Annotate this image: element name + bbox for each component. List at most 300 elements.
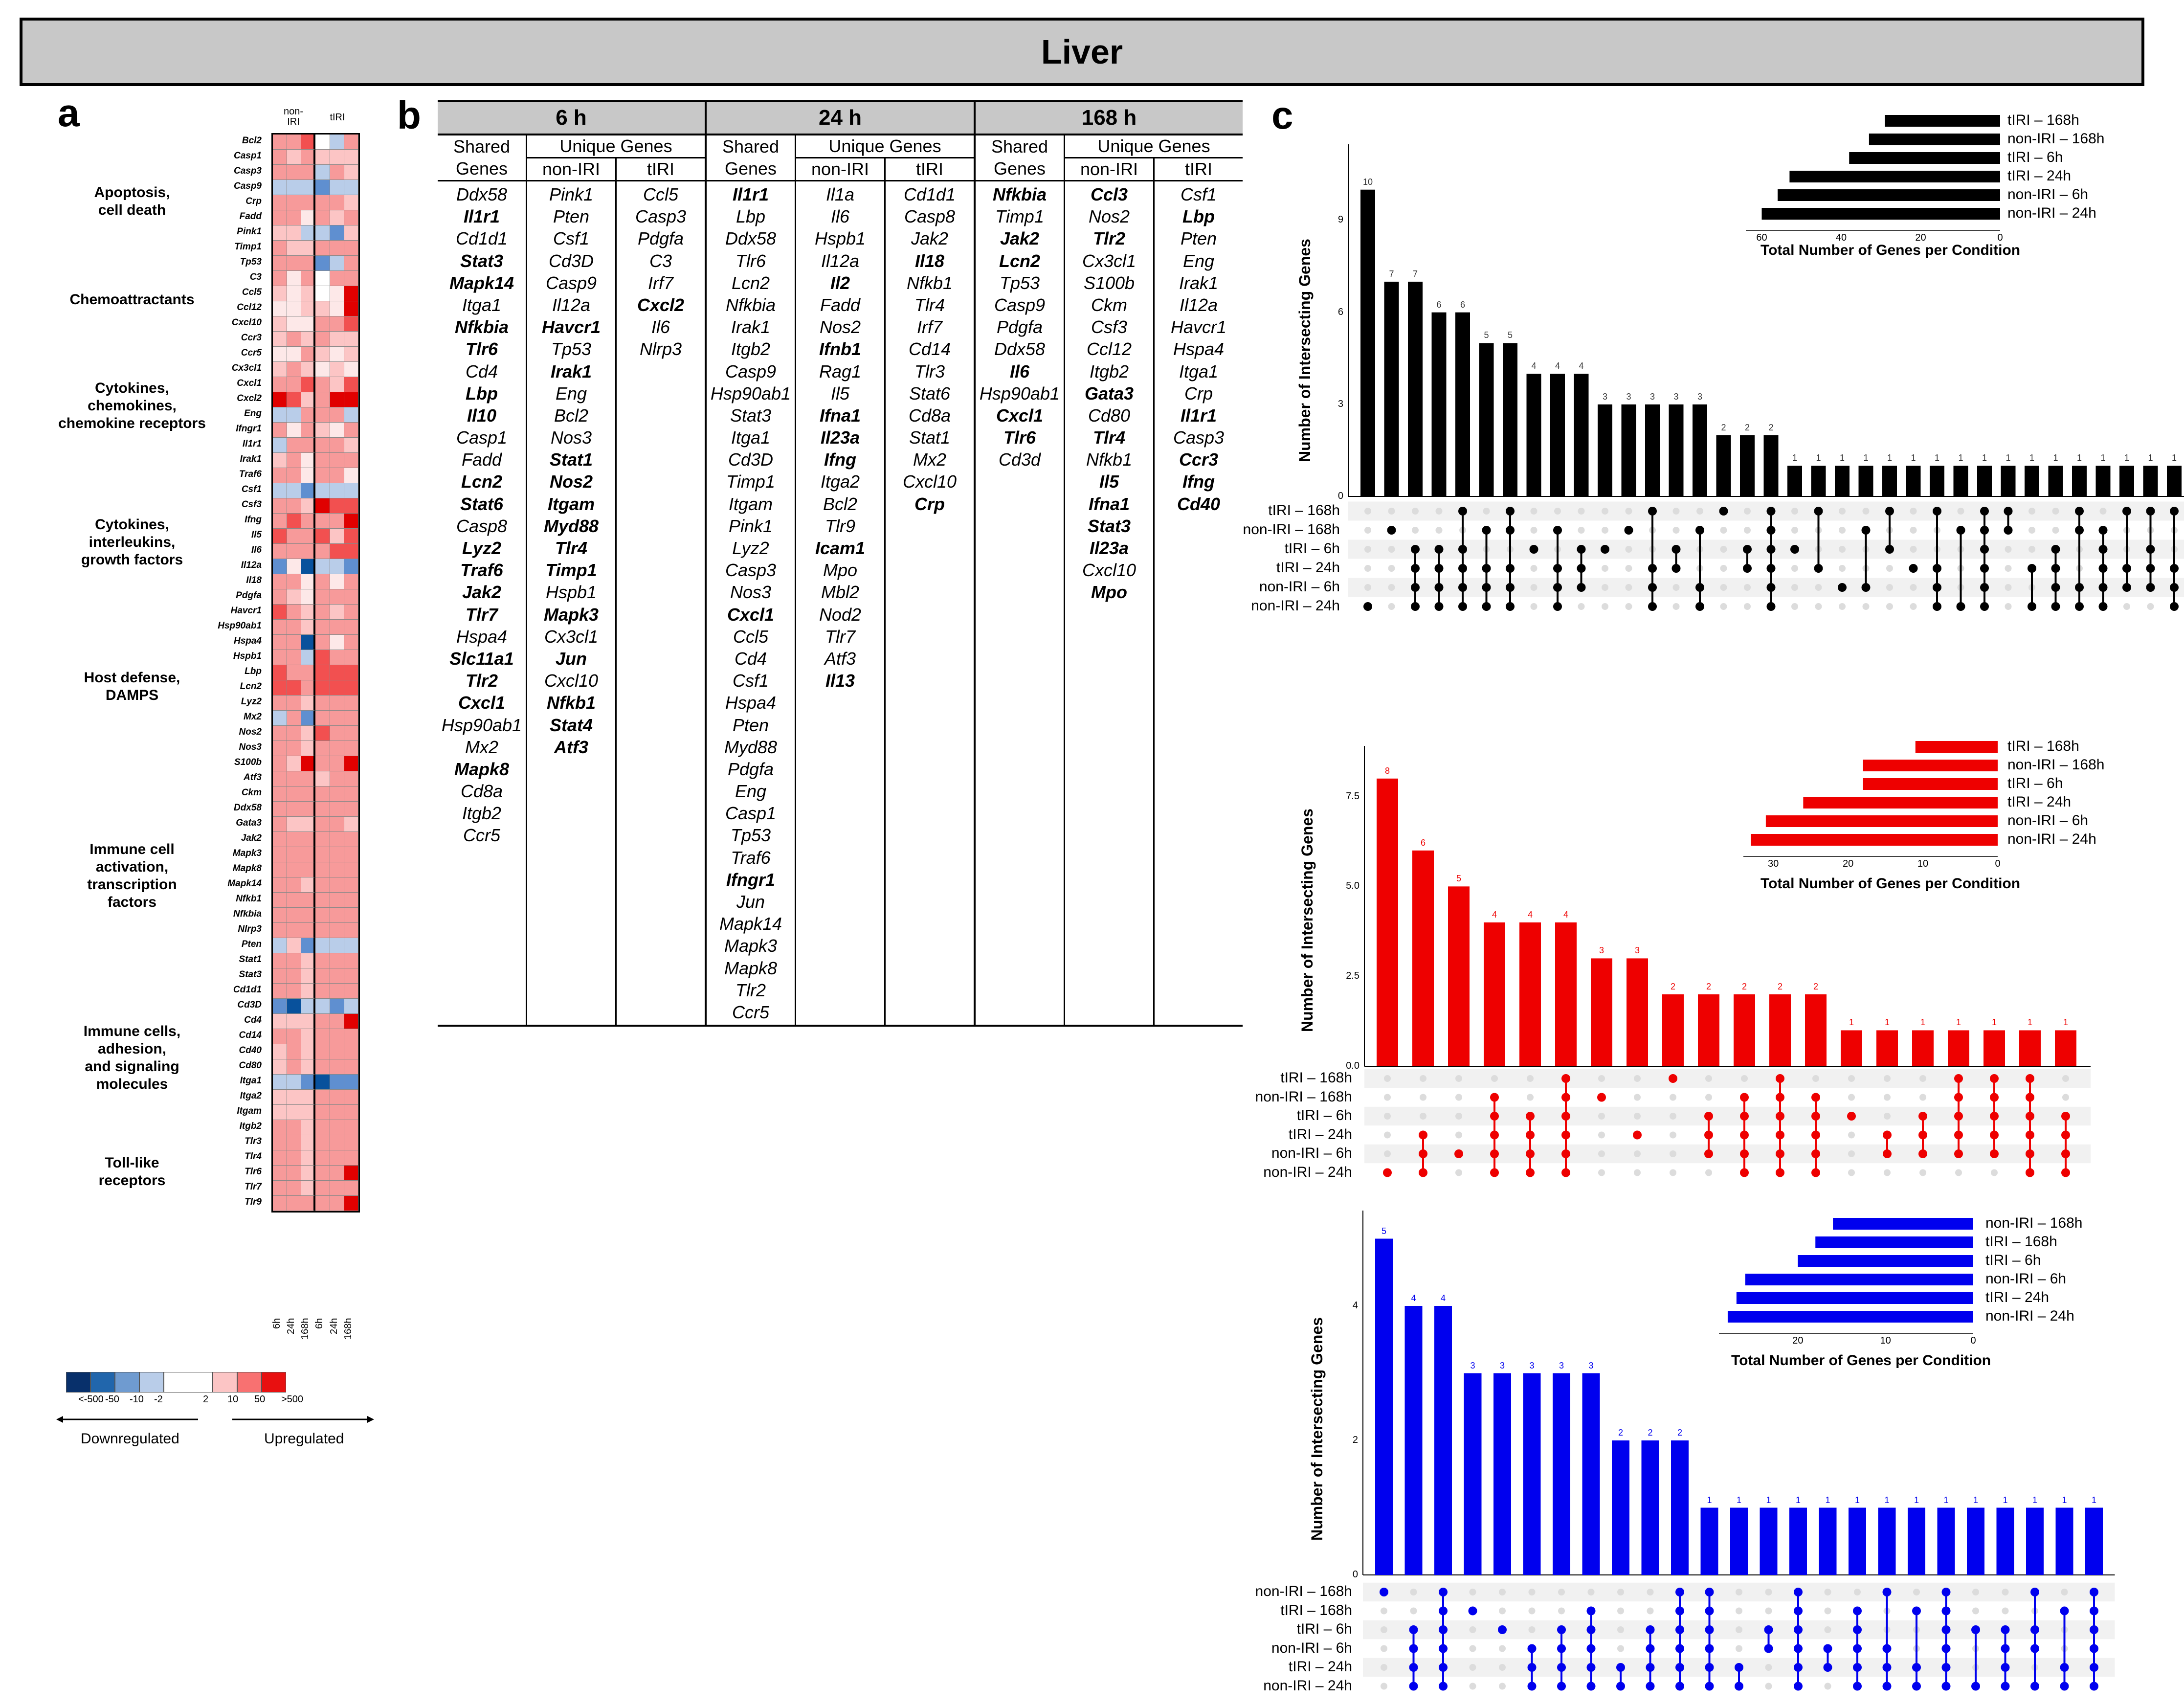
heatmap-cell xyxy=(330,1105,344,1120)
heatmap-cell xyxy=(344,529,358,544)
heatmap-cell xyxy=(330,468,344,483)
gene-name: Eng xyxy=(735,781,767,802)
heatmap-cell xyxy=(344,696,358,711)
matrix-dot xyxy=(1913,1589,1920,1595)
legend-tick-label: 50 xyxy=(254,1394,266,1405)
bar-count-label: 8 xyxy=(1384,765,1390,776)
bar-count-label: 1 xyxy=(1795,1495,1801,1505)
heatmap-row xyxy=(273,771,358,786)
unique-header: Unique Genes xyxy=(1065,135,1243,158)
bar-count-label: 1 xyxy=(1884,1017,1890,1028)
heatmap-cell xyxy=(287,650,301,665)
matrix-dot xyxy=(1626,565,1632,572)
set-size-tick: 0 xyxy=(1995,858,2001,869)
intersection-bar xyxy=(1698,994,1719,1066)
intersection-bar xyxy=(1841,1030,1862,1066)
heatmap-cell xyxy=(301,165,315,180)
heatmap-cell xyxy=(330,483,344,498)
heatmap-cell xyxy=(273,1090,287,1105)
matrix-dot xyxy=(1531,565,1538,572)
heatmap-cell xyxy=(344,438,358,453)
intersection-bar xyxy=(1997,1508,2014,1575)
intersection-bar xyxy=(1582,1373,1600,1575)
panel-label-b: b xyxy=(397,93,421,137)
gene-name: Tlr4 xyxy=(914,294,945,315)
gene-name: Casp3 xyxy=(635,206,687,227)
heatmap-cell xyxy=(273,407,287,423)
heatmap-cell xyxy=(273,968,287,984)
heatmap-row xyxy=(273,817,358,832)
non-iri-header: non-IRI xyxy=(527,158,616,181)
heatmap-cell xyxy=(287,1120,301,1135)
gene-name: Itgb2 xyxy=(1089,361,1129,382)
heatmap-cell xyxy=(330,756,344,771)
matrix-dot xyxy=(1791,565,1798,572)
heatmap-cell xyxy=(287,786,301,802)
heatmap-cell xyxy=(344,483,358,498)
intersection-bar xyxy=(1760,1508,1778,1575)
heatmap-cell xyxy=(287,241,301,256)
gene-name: Casp9 xyxy=(545,272,597,293)
heatmap-cell xyxy=(330,1044,344,1059)
heatmap-cell xyxy=(301,498,315,514)
matrix-dot xyxy=(1765,1664,1772,1671)
set-size-tick: 20 xyxy=(1915,232,1926,243)
gene-name: Fadd xyxy=(820,294,861,315)
heatmap-row xyxy=(273,468,358,483)
matrix-dot xyxy=(1765,1683,1772,1690)
heatmap-cell xyxy=(287,1059,301,1075)
gene-label: Stat1 xyxy=(239,954,262,965)
gene-name: Casp3 xyxy=(1173,427,1225,448)
gene-name: Nfkb1 xyxy=(906,272,953,293)
gene-name: Ccr5 xyxy=(732,1002,769,1022)
heatmap-cell xyxy=(344,559,358,574)
heatmap-row xyxy=(273,893,358,908)
heatmap-cell xyxy=(301,1105,315,1120)
heatmap-cell xyxy=(330,544,344,559)
heatmap-cell xyxy=(315,468,330,483)
bar-count-label: 2 xyxy=(1706,981,1711,991)
heatmap-cell xyxy=(344,1181,358,1196)
bar-count-label: 5 xyxy=(1484,330,1489,340)
bar-count-label: 2 xyxy=(1741,981,1747,991)
gene-label: Pink1 xyxy=(237,226,262,237)
heatmap-cell xyxy=(344,756,358,771)
heatmap-cell xyxy=(315,347,330,362)
heatmap-row xyxy=(273,347,358,362)
heatmap-cell xyxy=(330,453,344,468)
heatmap-cell xyxy=(273,1166,287,1181)
legend-swatch xyxy=(262,1372,286,1393)
matrix-dot xyxy=(1670,1169,1676,1176)
heatmap-cell xyxy=(344,1044,358,1059)
heatmap-cell xyxy=(344,650,358,665)
matrix-dot xyxy=(1696,508,1703,515)
gene-name: Cd3d xyxy=(998,449,1041,470)
heatmap-row xyxy=(273,453,358,468)
heatmap-cell xyxy=(344,1014,358,1029)
heatmap-cell xyxy=(315,271,330,286)
heatmap-cell xyxy=(315,423,330,438)
set-size-bar xyxy=(1728,1311,1973,1323)
heatmap-cell xyxy=(330,286,344,301)
heatmap-cell xyxy=(315,559,330,574)
set-size-label: tIRI – 24h xyxy=(2007,168,2072,184)
heatmap-cell xyxy=(344,877,358,893)
intersection-bar xyxy=(1598,404,1612,496)
intersection-bar xyxy=(1876,1030,1898,1066)
bar-count-label: 1 xyxy=(1956,1017,1961,1028)
heatmap-cell xyxy=(330,271,344,286)
heatmap-cell xyxy=(287,225,301,241)
gene-name: Nos3 xyxy=(730,582,772,603)
heatmap-cell xyxy=(315,1075,330,1090)
matrix-dot xyxy=(1617,1608,1624,1615)
legend-tick-label: -50 xyxy=(105,1394,119,1405)
category-label: Immune cell activation, transcription factors xyxy=(87,841,177,910)
bar-count-label: 1 xyxy=(1707,1495,1712,1505)
heatmap-cell xyxy=(315,1196,330,1211)
gene-name: Tlr2 xyxy=(735,980,766,1000)
gene-label: Ifng xyxy=(245,515,262,525)
legend-swatch xyxy=(139,1372,164,1393)
figure-title-banner xyxy=(20,18,2144,86)
bar-count-label: 2 xyxy=(1618,1428,1623,1437)
heatmap-row xyxy=(273,256,358,271)
matrix-dot xyxy=(1815,584,1822,591)
gene-name: Cxcl10 xyxy=(544,671,599,691)
heatmap-cell xyxy=(330,1166,344,1181)
bar-count-label: 6 xyxy=(1460,299,1465,310)
heatmap-cell xyxy=(344,347,358,362)
time-header: 168 h xyxy=(975,101,1243,135)
heatmap-cell xyxy=(287,392,301,407)
heatmap-cell xyxy=(315,680,330,696)
heatmap-cell xyxy=(330,847,344,862)
matrix-dot xyxy=(1825,1626,1831,1633)
gene-label: Itgb2 xyxy=(239,1121,262,1131)
gene-name: Ifna1 xyxy=(1088,494,1130,514)
heatmap-cell xyxy=(330,1059,344,1075)
heatmap-row xyxy=(273,1090,358,1105)
heatmap-cell xyxy=(301,256,315,271)
gene-label: Gata3 xyxy=(236,818,262,828)
gene-name: Cxcl10 xyxy=(1082,560,1137,581)
matrix-dot xyxy=(1381,1626,1387,1633)
matrix-dot xyxy=(1364,508,1371,515)
heatmap-cell xyxy=(344,1120,358,1135)
gene-name: Jun xyxy=(555,648,587,669)
matrix-dot xyxy=(1529,1608,1536,1615)
matrix-dot xyxy=(1736,1645,1742,1652)
heatmap-cell xyxy=(344,1059,358,1075)
intersection-bar xyxy=(1662,994,1684,1066)
heatmap-cell xyxy=(315,210,330,225)
set-size-bar xyxy=(1778,189,2000,201)
heatmap-cell xyxy=(315,407,330,423)
heatmap-cell xyxy=(287,286,301,301)
heatmap-cell xyxy=(344,771,358,786)
heatmap-cell xyxy=(301,483,315,498)
heatmap-cell xyxy=(330,802,344,817)
matrix-dot xyxy=(1958,508,1964,515)
matrix-dot xyxy=(1812,1075,1819,1082)
bar-count-label: 2 xyxy=(1721,422,1726,432)
heatmap-cell xyxy=(315,256,330,271)
matrix-dot xyxy=(1673,603,1680,610)
matrix-dot xyxy=(1617,1589,1624,1595)
heatmap-cell xyxy=(273,620,287,635)
heatmap-cell xyxy=(344,195,358,210)
matrix-dot xyxy=(2100,508,2107,515)
bar-count-label: 2 xyxy=(1670,981,1675,991)
bar-count-label: 2 xyxy=(1813,981,1818,991)
gene-label: Crp xyxy=(245,196,262,206)
heatmap-cell xyxy=(315,1059,330,1075)
heatmap-cell xyxy=(287,817,301,832)
matrix-dot xyxy=(1884,1113,1891,1120)
gene-name: Tlr4 xyxy=(555,538,588,558)
matrix-dot xyxy=(1972,1589,1979,1595)
gene-name: Hspb1 xyxy=(814,228,866,249)
heatmap-cell xyxy=(273,286,287,301)
heatmap-row xyxy=(273,832,358,847)
heatmap-row xyxy=(273,241,358,256)
matrix-dot xyxy=(1791,584,1798,591)
set-size-bar xyxy=(1863,778,1998,790)
matrix-dot xyxy=(1886,603,1893,610)
heatmap-cell xyxy=(301,1090,315,1105)
gene-name: Nos3 xyxy=(550,427,592,448)
gene-name: Mapk8 xyxy=(724,958,778,978)
heatmap-row xyxy=(273,953,358,968)
gene-name: Il12a xyxy=(821,250,860,271)
matrix-dot xyxy=(1670,1113,1676,1120)
heatmap-cell xyxy=(287,150,301,165)
gene-column-non-iri xyxy=(1065,181,1154,1026)
heatmap-row xyxy=(273,1120,358,1135)
intersection-bar xyxy=(1550,374,1565,496)
gene-name: Hspa4 xyxy=(725,693,777,713)
matrix-dot xyxy=(1884,1094,1891,1101)
matrix-dot xyxy=(1670,1150,1676,1157)
heatmap-row xyxy=(273,423,358,438)
heatmap-cell xyxy=(301,286,315,301)
heatmap-cell xyxy=(287,301,301,316)
heatmap-cell xyxy=(273,953,287,968)
gene-name: Bcl2 xyxy=(823,494,858,514)
bar-count-label: 4 xyxy=(1555,361,1560,371)
intersection-bar xyxy=(1493,1373,1511,1575)
matrix-dot xyxy=(1741,1075,1748,1082)
heatmap-cell xyxy=(287,165,301,180)
gene-label: Cxcl2 xyxy=(237,393,262,404)
matrix-dot xyxy=(1647,1608,1654,1615)
heatmap-cell xyxy=(287,438,301,453)
heatmap-cell xyxy=(315,832,330,847)
bar-count-label: 3 xyxy=(1529,1360,1535,1370)
gene-name: Il5 xyxy=(830,383,850,404)
heatmap-row xyxy=(273,877,358,893)
gene-name: Irak1 xyxy=(550,361,592,382)
heatmap-cell xyxy=(344,514,358,529)
gene-label: Hspa4 xyxy=(233,636,262,646)
matrix-dot xyxy=(2005,603,2012,610)
matrix-dot xyxy=(1791,527,1798,534)
heatmap-cell xyxy=(301,1196,315,1211)
heatmap-cell xyxy=(301,377,315,392)
intersection-bar xyxy=(1930,466,1944,496)
heatmap-row xyxy=(273,741,358,756)
matrix-dot xyxy=(1364,565,1371,572)
gene-name: Stat3 xyxy=(460,250,504,271)
intersection-bar xyxy=(1377,779,1398,1066)
time-header: 6 h xyxy=(438,101,706,135)
heatmap-row xyxy=(273,483,358,498)
intersection-bar xyxy=(1412,851,1434,1066)
matrix-dot xyxy=(1838,583,1847,592)
heatmap-cell xyxy=(273,726,287,741)
matrix-dot xyxy=(1839,565,1846,572)
heatmap-cell xyxy=(273,605,287,620)
gene-name: Tlr2 xyxy=(465,671,498,691)
set-size-label: non-IRI – 24h xyxy=(2007,831,2096,847)
matrix-dot xyxy=(1910,527,1917,534)
heatmap-cell xyxy=(301,832,315,847)
set-size-bar xyxy=(1869,134,2000,145)
shared-header: Shared xyxy=(975,135,1065,158)
gene-name: Tp53 xyxy=(999,272,1040,293)
matrix-dot xyxy=(1384,1113,1391,1120)
legend-swatch xyxy=(213,1372,237,1393)
bar-count-label: 3 xyxy=(1602,391,1607,402)
bar-count-label: 3 xyxy=(1470,1360,1475,1370)
gene-label: Fadd xyxy=(239,211,262,222)
matrix-dot xyxy=(1848,1094,1855,1101)
matrix-dot xyxy=(1972,1608,1979,1615)
heatmap-cell xyxy=(273,271,287,286)
matrix-dot xyxy=(1919,1075,1926,1082)
heatmap-cell xyxy=(344,802,358,817)
intersection-bar xyxy=(1967,1508,1984,1575)
matrix-dot xyxy=(1720,603,1727,610)
heatmap-cell xyxy=(273,650,287,665)
heatmap-cell xyxy=(273,1196,287,1211)
heatmap-cell xyxy=(301,984,315,999)
heatmap-cell xyxy=(315,150,330,165)
matrix-dot xyxy=(2005,584,2012,591)
heatmap-row xyxy=(273,605,358,620)
matrix-dot xyxy=(1744,584,1751,591)
heatmap-cell xyxy=(344,832,358,847)
heatmap-row xyxy=(273,1166,358,1181)
bar-count-label: 5 xyxy=(1507,330,1513,340)
heatmap-cell xyxy=(287,620,301,635)
heatmap-cell xyxy=(330,696,344,711)
heatmap-cell xyxy=(301,544,315,559)
heatmap-cell xyxy=(287,135,301,150)
gene-name: Mbl2 xyxy=(821,582,860,603)
heatmap-cell xyxy=(301,332,315,347)
matrix-dot xyxy=(1790,545,1799,554)
gene-name: Ddx58 xyxy=(994,339,1046,359)
heatmap-cell xyxy=(315,392,330,407)
gene-column-shared xyxy=(438,181,527,1026)
heatmap-row xyxy=(273,301,358,316)
matrix-dot xyxy=(1597,1093,1606,1102)
gene-name: Tp53 xyxy=(730,825,771,846)
gene-name: Cd3D xyxy=(728,449,774,470)
heatmap-cell xyxy=(330,680,344,696)
gene-name: Hspa4 xyxy=(456,626,508,647)
matrix-dot xyxy=(1633,1131,1642,1140)
matrix-dot xyxy=(1791,508,1798,515)
heatmap-cell xyxy=(301,195,315,210)
heatmap-cell xyxy=(315,741,330,756)
matrix-dot xyxy=(1825,1608,1831,1615)
gene-name: Jak2 xyxy=(911,228,949,249)
gene-name: Mapk3 xyxy=(543,604,599,625)
matrix-dot xyxy=(1634,1113,1641,1120)
set-size-bar xyxy=(1849,152,2000,164)
matrix-dot xyxy=(1839,603,1846,610)
heatmap-row xyxy=(273,286,358,301)
heatmap-cell xyxy=(287,498,301,514)
gene-name: Jun xyxy=(736,892,765,912)
heatmap-cell xyxy=(315,1150,330,1166)
heatmap-cell xyxy=(301,953,315,968)
heatmap-cell xyxy=(287,483,301,498)
matrix-dot xyxy=(1765,1608,1772,1615)
heatmap-cell xyxy=(287,468,301,483)
heatmap-cell xyxy=(315,1014,330,1029)
heatmap-cell xyxy=(301,1029,315,1044)
gene-table xyxy=(438,100,1243,1027)
heatmap-cell xyxy=(315,696,330,711)
heatmap-cell xyxy=(287,665,301,680)
legend-tick-label: -10 xyxy=(130,1394,144,1405)
heatmap-cell xyxy=(344,392,358,407)
gene-name: Il6 xyxy=(651,317,670,337)
intersection-bar xyxy=(2167,466,2182,496)
heatmap-cell xyxy=(301,316,315,332)
heatmap-cell xyxy=(301,1044,315,1059)
heatmap-cell xyxy=(344,635,358,650)
heatmap-cell xyxy=(301,1059,315,1075)
matrix-dot xyxy=(1744,527,1751,534)
heatmap-cell xyxy=(287,877,301,893)
heatmap-cell xyxy=(344,241,358,256)
non-iri-header: non-IRI xyxy=(1065,158,1154,181)
gene-label: Cxcl10 xyxy=(231,317,262,328)
matrix-dot xyxy=(1705,1094,1712,1101)
gene-name: Lbp xyxy=(735,206,766,227)
heatmap-cell xyxy=(301,771,315,786)
gene-name: Il6 xyxy=(830,206,850,227)
heatmap-cell xyxy=(301,665,315,680)
gene-name: Havcr1 xyxy=(1170,317,1227,337)
gene-name: Il6 xyxy=(1009,361,1030,382)
gene-label: Nfkbia xyxy=(233,909,262,919)
heatmap-cell xyxy=(273,135,287,150)
gene-name: Csf3 xyxy=(1091,317,1128,337)
heatmap-cell xyxy=(315,984,330,999)
heatmap-row xyxy=(273,984,358,999)
heatmap-cell xyxy=(301,423,315,438)
gene-label: Nlrp3 xyxy=(238,924,262,934)
set-label: non-IRI – 24h xyxy=(1263,1677,1352,1694)
